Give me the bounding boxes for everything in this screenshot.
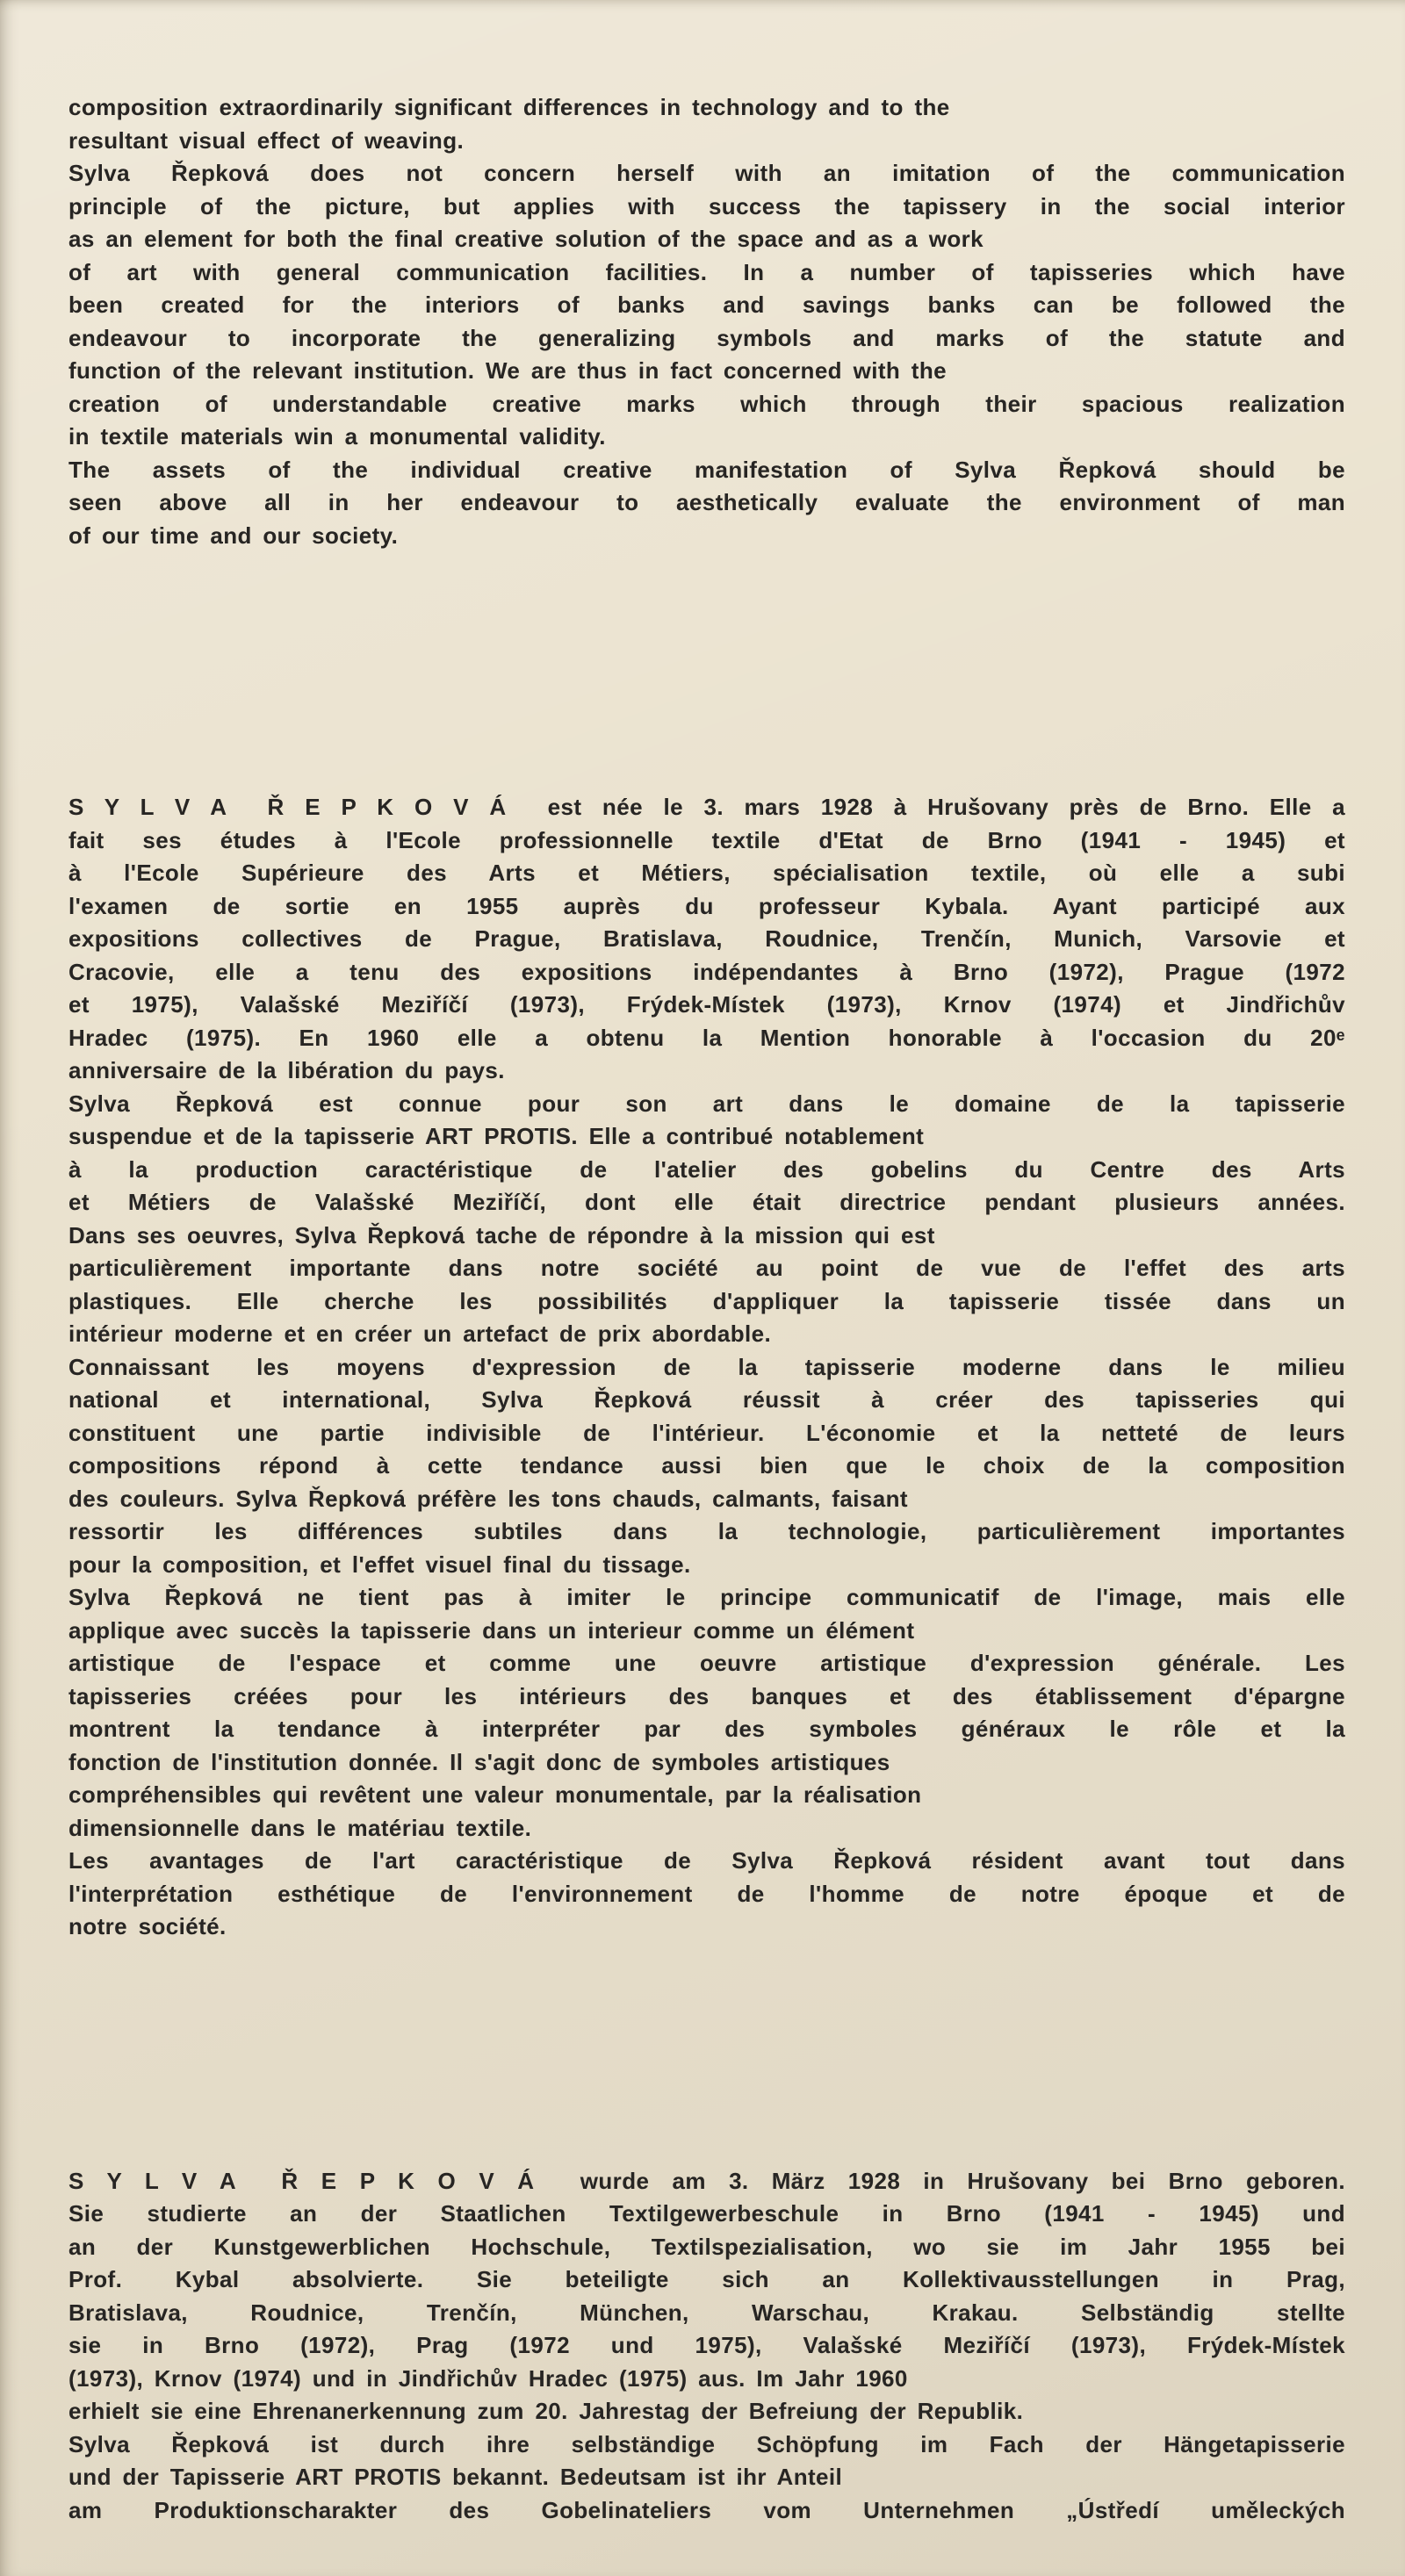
- text-line: expositions collectives de Prague, Bratislava, Roudnice, Trenčín, Munich, Varsovie et: [68, 925, 1345, 952]
- text-line: Les avantages de l'art caractéristique de Sylva Řepková résident avant tout dans: [68, 1847, 1345, 1874]
- text-line: of our time and our society.: [68, 522, 399, 549]
- text-line: Sylva Řepková ist durch ihre selbständige Schöpfung im Fach der Hängetapisserie: [68, 2430, 1345, 2457]
- text-line: dimensionnelle dans le matériau textile.: [68, 1814, 532, 1841]
- text-line: ressortir les différences subtiles dans la technologie, particulièrement importantes: [68, 1518, 1345, 1544]
- text-line: Sylva Řepková ne tient pas à imiter le principe communicatif de l'image, mais elle: [68, 1584, 1345, 1610]
- text-line: Cracovie, elle a tenu des expositions indépendantes à Brno (1972), Prague (1972: [68, 958, 1345, 985]
- text-line: Sylva Řepková does not concern herself with an imitation of the communication: [68, 160, 1345, 186]
- text-line: l'interprétation esthétique de l'environnement de l'homme de notre époque et de: [68, 1880, 1345, 1907]
- text-line: compositions répond à cette tendance aussi bien que le choix de la composition: [68, 1452, 1345, 1479]
- paragraph: [68, 2165, 1345, 2428]
- paragraph: [68, 1845, 1345, 1944]
- text-line: anniversaire de la libération du pays.: [68, 1057, 505, 1083]
- text-line: S Y L V A Ř E P K O V Á est née le 3. mars 1928 à Hrušovany près de Brno. Elle a: [68, 794, 1345, 820]
- text-line: creation of understandable creative marks which through their spacious realization: [68, 390, 1345, 417]
- text-line: Hradec (1975). En 1960 elle a obtenu la Mention honorable à l'occasion du 20ᵉ: [68, 1024, 1345, 1051]
- text-line: intérieur moderne et en créer un artefact de prix abordable.: [68, 1320, 772, 1347]
- paragraph: [68, 1581, 1345, 1845]
- text-line: plastiques. Elle cherche les possibilités d'appliquer la tapisserie tissée dans un: [68, 1287, 1345, 1314]
- text-line: Connaissant les moyens d'expression de la tapisserie moderne dans le milieu: [68, 1353, 1345, 1380]
- text-line: particulièrement importante dans notre société au point de vue de l'effet des arts: [68, 1255, 1345, 1281]
- text-line: fonction de l'institution donnée. Il s'agit donc de symboles artistiques: [68, 1748, 890, 1775]
- text-line: function of the relevant institution. We are thus in fact concerned with the: [68, 357, 947, 384]
- text-line: fait ses études à l'Ecole professionnelle textile d'Etat de Brno (1941 - 1945) et: [68, 826, 1345, 853]
- text-line: l'examen de sortie en 1955 auprès du professeur Kybala. Ayant participé aux: [68, 892, 1345, 919]
- paragraph: [68, 454, 1345, 553]
- text-line: resultant visual effect of weaving.: [68, 126, 465, 154]
- text-line: of art with general communication facilities. In a number of tapisseries which have: [68, 258, 1345, 285]
- text-line: à l'Ecole Supérieure des Arts et Métiers, spécialisation textile, où elle a subi: [68, 860, 1345, 886]
- text-line: compréhensibles qui revêtent une valeur monumentale, par la réalisation: [68, 1781, 922, 1808]
- text-line: à la production caractéristique de l'atelier des gobelins du Centre des Arts: [68, 1155, 1345, 1183]
- paragraph: [68, 2428, 1345, 2528]
- text-line: as an element for both the final creative solution of the space and as a work: [68, 226, 984, 252]
- text-section-english: [68, 91, 1345, 552]
- text-line: sie in Brno (1972), Prag (1972 und 1975), Valašské Meziříčí (1973), Frýdek-Místek: [68, 2332, 1345, 2358]
- text-section-german: [68, 2165, 1345, 2528]
- text-line: Sylva Řepková est connue pour son art dans le domaine de la tapisserie: [68, 1090, 1345, 1117]
- paragraph: [68, 1351, 1345, 1582]
- text-line: Bratislava, Roudnice, Trenčín, München, Warschau, Krakau. Selbständig stellte: [68, 2299, 1345, 2326]
- text-line: am Produktionscharakter des Gobelinateliers vom Unternehmen „Ústředí uměleckých: [68, 2496, 1345, 2523]
- text-line: S Y L V A Ř E P K O V Á wurde am 3. März 1928 in Hrušovany bei Brno geboren.: [68, 2167, 1345, 2194]
- text-line: et Métiers de Valašské Meziříčí, dont elle était directrice pendant plusieurs années.: [68, 1189, 1345, 1215]
- text-line: The assets of the individual creative manifestation of Sylva Řepková should be: [68, 456, 1345, 483]
- paragraph: [68, 91, 1345, 157]
- text-line: Dans ses oeuvres, Sylva Řepková tache de répondre à la mission qui est: [68, 1221, 935, 1248]
- text-line: (1973), Krnov (1974) und in Jindřichův Hradec (1975) aus. Im Jahr 1960: [68, 2364, 908, 2392]
- text-line: composition extraordinarily significant differences in technology and to the: [68, 94, 950, 120]
- text-line: Prof. Kybal absolvierte. Sie beteiligte sich an Kollektivausstellungen in Prag,: [68, 2266, 1345, 2292]
- text-line: tapisseries créées pour les intérieurs des banques et des établissement d'épargne: [68, 1682, 1345, 1709]
- text-line: notre société.: [68, 1913, 227, 1939]
- text-line: montrent la tendance à interpréter par des symboles généraux le rôle et la: [68, 1716, 1345, 1742]
- text-line: des couleurs. Sylva Řepková préfère les tons chauds, calmants, faisant: [68, 1485, 908, 1512]
- text-line: endeavour to incorporate the generalizing symbols and marks of the statute and: [68, 324, 1345, 351]
- text-line: been created for the interiors of banks and savings banks can be followed the: [68, 291, 1345, 318]
- text-line: national et international, Sylva Řepková réussit à créer des tapisseries qui: [68, 1386, 1345, 1413]
- text-line: constituent une partie indivisible de l'intérieur. L'économie et la netteté de leurs: [68, 1419, 1345, 1446]
- text-line: suspendue et de la tapisserie ART PROTIS. Elle a contribué notablement: [68, 1123, 925, 1149]
- text-line: erhielt sie eine Ehrenanerkennung zum 20. Jahrestag der Befreiung der Republik.: [68, 2398, 1024, 2424]
- paragraph: [68, 157, 1345, 454]
- paragraph: [68, 791, 1345, 1088]
- text-line: an der Kunstgewerblichen Hochschule, Textilspezialisation, wo sie im Jahr 1955 bei: [68, 2233, 1345, 2260]
- paragraph: [68, 1088, 1345, 1351]
- text-line: in textile materials win a monumental validity.: [68, 423, 606, 450]
- text-line: et 1975), Valašské Meziříčí (1973), Frýdek-Místek (1973), Krnov (1974) et Jindřichův: [68, 991, 1345, 1018]
- text-section-french: [68, 791, 1345, 1944]
- text-line: seen above all in her endeavour to aesthetically evaluate the environment of man: [68, 489, 1345, 515]
- text-line: pour la composition, et l'effet visuel final du tissage.: [68, 1551, 691, 1578]
- text-line: Sie studierte an der Staatlichen Textilgewerbeschule in Brno (1941 - 1945) und: [68, 2200, 1345, 2227]
- text-line: artistique de l'espace et comme une oeuvre artistique d'expression générale. Les: [68, 1650, 1345, 1676]
- text-line: und der Tapisserie ART PROTIS bekannt. Bedeutsam ist ihr Anteil: [68, 2464, 843, 2490]
- text-line: principle of the picture, but applies with success the tapissery in the social interior: [68, 192, 1345, 219]
- text-line: applique avec succès la tapisserie dans un interieur comme un élément: [68, 1616, 915, 1644]
